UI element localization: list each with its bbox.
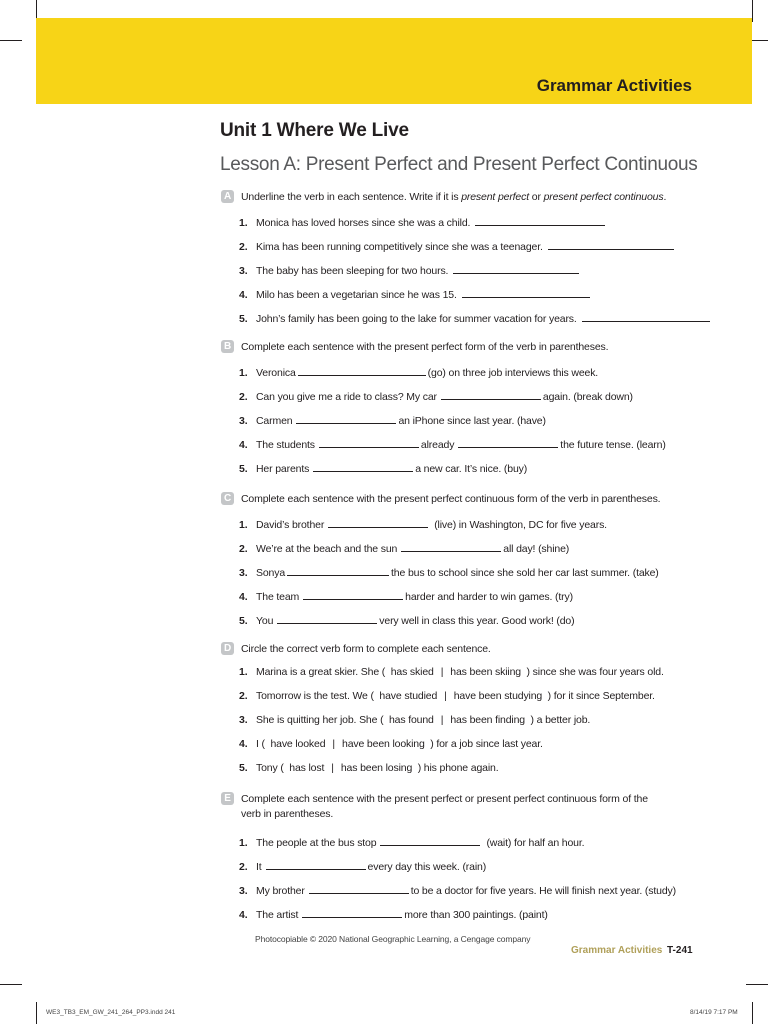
crop-mark: [746, 984, 768, 985]
item-text: Veronica: [256, 367, 296, 379]
item-text: The team: [256, 591, 300, 603]
answer-blank[interactable]: [475, 214, 605, 226]
exercise-item: [239, 262, 581, 277]
section-letter: E: [221, 792, 234, 805]
item-text: Tony (: [256, 762, 284, 774]
choice-option[interactable]: has been losing: [340, 762, 413, 774]
item-text: We’re at the beach and the sun: [256, 543, 398, 555]
item-number: 4.: [239, 289, 248, 301]
item-text: ) for it since September.: [547, 690, 655, 702]
item-text: Milo has been a vegetarian since he was 15.: [256, 289, 457, 301]
instruction-text: or: [529, 191, 544, 203]
exercise-item: [239, 738, 543, 750]
answer-blank[interactable]: [328, 516, 428, 528]
answer-blank[interactable]: [441, 388, 541, 400]
choice-separator: |: [331, 762, 334, 774]
item-text: Tomorrow is the test. We (: [256, 690, 374, 702]
choice-option[interactable]: has been finding: [450, 714, 525, 726]
exercise-item: [239, 364, 598, 379]
item-number: 3.: [239, 265, 248, 277]
choice-option[interactable]: has been skiing: [450, 666, 521, 678]
item-text: She is quitting her job. She (: [256, 714, 384, 726]
answer-blank[interactable]: [277, 612, 377, 624]
answer-blank[interactable]: [303, 588, 403, 600]
section-instruction: Complete each sentence with the present perfect or present perfect continuous form of the verb in parentheses.: [241, 793, 648, 820]
item-text: The artist: [256, 909, 299, 921]
item-text: harder and harder to win games. (try): [405, 591, 573, 603]
item-text: the future tense. (learn): [560, 439, 666, 451]
exercise-item: [239, 516, 607, 531]
section-letter: D: [221, 642, 234, 655]
item-text: David’s brother: [256, 519, 325, 531]
choice-option[interactable]: have studied: [379, 690, 438, 702]
item-number: 5.: [239, 615, 248, 627]
exercise-item: [239, 612, 574, 627]
item-text: Her parents: [256, 463, 310, 475]
item-text: The people at the bus stop: [256, 837, 377, 849]
exercise-item: [239, 714, 590, 726]
exercise-item: [239, 906, 548, 921]
item-number: 1.: [239, 837, 248, 849]
item-text: ) his phone again.: [417, 762, 499, 774]
item-number: 1.: [239, 519, 248, 531]
item-text: Monica has loved horses since she was a child.: [256, 217, 471, 229]
item-number: 1.: [239, 367, 248, 379]
copyright-notice: Photocopiable © 2020 National Geographic Learning, a Cengage company: [255, 934, 531, 944]
crop-mark: [752, 0, 753, 22]
answer-blank[interactable]: [287, 564, 389, 576]
instruction-emphasis: present perfect: [461, 191, 529, 203]
item-number: 3.: [239, 567, 248, 579]
choice-option[interactable]: have been studying: [453, 690, 543, 702]
banner-title: Grammar Activities: [536, 76, 692, 95]
header-banner: [36, 18, 752, 104]
crop-mark: [0, 984, 22, 985]
answer-blank[interactable]: [462, 286, 590, 298]
print-slug-file: WE3_TB3_EM_GW_241_264_PP3.indd 241: [46, 1009, 176, 1016]
item-text: ) for a job since last year.: [430, 738, 543, 750]
exercise-item: [239, 412, 546, 427]
item-number: 3.: [239, 714, 248, 726]
answer-blank[interactable]: [266, 858, 366, 870]
item-text: Carmen: [256, 415, 293, 427]
item-text: very well in class this year. Good work! (do): [379, 615, 575, 627]
item-text: the bus to school since she sold her car last summer. (take): [391, 567, 659, 579]
choice-separator: |: [440, 714, 444, 726]
item-text: Kima has been running competitively since she was a teenager.: [256, 241, 543, 253]
exercise-item: [239, 666, 664, 678]
footer-label: Grammar Activities: [571, 945, 663, 956]
item-number: 2.: [239, 391, 248, 403]
item-text: (go) on three job interviews this week.: [427, 367, 599, 379]
item-text: The baby has been sleeping for two hours.: [256, 265, 449, 277]
item-number: 3.: [239, 415, 248, 427]
item-number: 2.: [239, 690, 248, 702]
answer-blank[interactable]: [401, 540, 501, 552]
choice-option[interactable]: has skied: [390, 666, 434, 678]
item-text: You: [256, 615, 274, 627]
exercise-item: [239, 588, 573, 603]
exercise-item: [239, 436, 666, 451]
item-text: every day this week. (rain): [367, 861, 487, 873]
item-text: an iPhone since last year. (have): [398, 415, 546, 427]
exercise-item: [239, 460, 527, 475]
item-number: 1.: [239, 217, 248, 229]
item-text: John’s family has been going to the lake for summer vacation for years.: [256, 313, 577, 325]
crop-mark: [752, 1002, 753, 1024]
answer-blank[interactable]: [582, 310, 710, 322]
item-text: (wait) for half an hour.: [486, 837, 585, 849]
section-letter: A: [221, 190, 234, 203]
item-text: to be a doctor for five years. He will finish next year. (study): [410, 885, 676, 897]
item-text: already: [420, 439, 455, 451]
choice-separator: |: [440, 666, 444, 678]
item-number: 3.: [239, 885, 248, 897]
item-number: 4.: [239, 738, 248, 750]
exercise-item: [239, 388, 633, 403]
item-number: 1.: [239, 666, 248, 678]
instruction-emphasis: present perfect continuous: [543, 191, 664, 203]
choice-option[interactable]: have been looking: [342, 738, 425, 750]
item-number: 2.: [239, 861, 248, 873]
section-instruction: Circle the correct verb form to complete each sentence.: [241, 643, 491, 655]
section-letter: C: [221, 492, 234, 505]
exercise-item: [239, 762, 498, 774]
item-number: 4.: [239, 591, 248, 603]
answer-blank[interactable]: [313, 460, 413, 472]
item-number: 2.: [239, 543, 248, 555]
section-instruction: Complete each sentence with the present perfect form of the verb in parentheses.: [241, 341, 609, 353]
print-slug-date: 8/14/19 7:17 PM: [690, 1009, 738, 1016]
item-text: I (: [256, 738, 265, 750]
answer-blank[interactable]: [296, 412, 396, 424]
item-text: ) since she was four years old.: [526, 666, 664, 678]
item-number: 5.: [239, 463, 248, 475]
exercise-item: [239, 310, 712, 325]
exercise-item: [239, 540, 569, 555]
item-number: 4.: [239, 439, 248, 451]
exercise-item: [239, 238, 676, 253]
exercise-item: [239, 882, 676, 897]
exercise-item: [239, 564, 659, 579]
answer-blank[interactable]: [453, 262, 579, 274]
answer-blank[interactable]: [380, 834, 480, 846]
section-letter: B: [221, 340, 234, 353]
exercise-item: [239, 690, 655, 702]
item-text: more than 300 paintings. (paint): [404, 909, 548, 921]
choice-separator: |: [444, 690, 447, 702]
item-text: The students: [256, 439, 315, 451]
item-text: Marina is a great skier. She (: [256, 666, 386, 678]
answer-blank[interactable]: [298, 364, 426, 376]
answer-blank[interactable]: [302, 906, 402, 918]
item-number: 2.: [239, 241, 248, 253]
choice-option[interactable]: have looked: [270, 738, 326, 750]
unit-title: Unit 1 Where We Live: [220, 120, 409, 141]
item-number: 5.: [239, 762, 248, 774]
crop-mark: [0, 40, 22, 41]
exercise-item: [239, 858, 486, 873]
item-text: ) a better job.: [530, 714, 591, 726]
item-text: all day! (shine): [503, 543, 570, 555]
item-text: (live) in Washington, DC for five years.: [434, 519, 607, 531]
item-number: 4.: [239, 909, 248, 921]
item-text: Sonya: [256, 567, 286, 579]
lesson-title: Lesson A: Present Perfect and Present Perfect Continuous: [220, 154, 698, 175]
item-text: again. (break down): [542, 391, 633, 403]
answer-blank[interactable]: [548, 238, 674, 250]
item-text: My brother: [256, 885, 305, 897]
item-text: Can you give me a ride to class? My car: [256, 391, 437, 403]
choice-separator: |: [332, 738, 335, 750]
answer-blank[interactable]: [458, 436, 558, 448]
crop-mark: [36, 1002, 37, 1024]
instruction-text: Underline the verb in each sentence. Write if it is: [241, 191, 462, 203]
choice-option[interactable]: has found: [388, 714, 434, 726]
section-instruction: Complete each sentence with the present perfect continuous form of the verb in parentheses.: [241, 493, 661, 505]
answer-blank[interactable]: [319, 436, 419, 448]
exercise-item: [239, 214, 607, 229]
page-number: T-241: [667, 945, 693, 956]
item-number: 5.: [239, 313, 248, 325]
item-text: a new car. It’s nice. (buy): [415, 463, 528, 475]
instruction-text: .: [663, 191, 667, 203]
section-instruction: [241, 190, 681, 205]
answer-blank[interactable]: [309, 882, 409, 894]
exercise-item: [239, 286, 592, 301]
choice-option[interactable]: has lost: [289, 762, 325, 774]
item-text: It: [256, 861, 262, 873]
exercise-item: [239, 834, 584, 849]
